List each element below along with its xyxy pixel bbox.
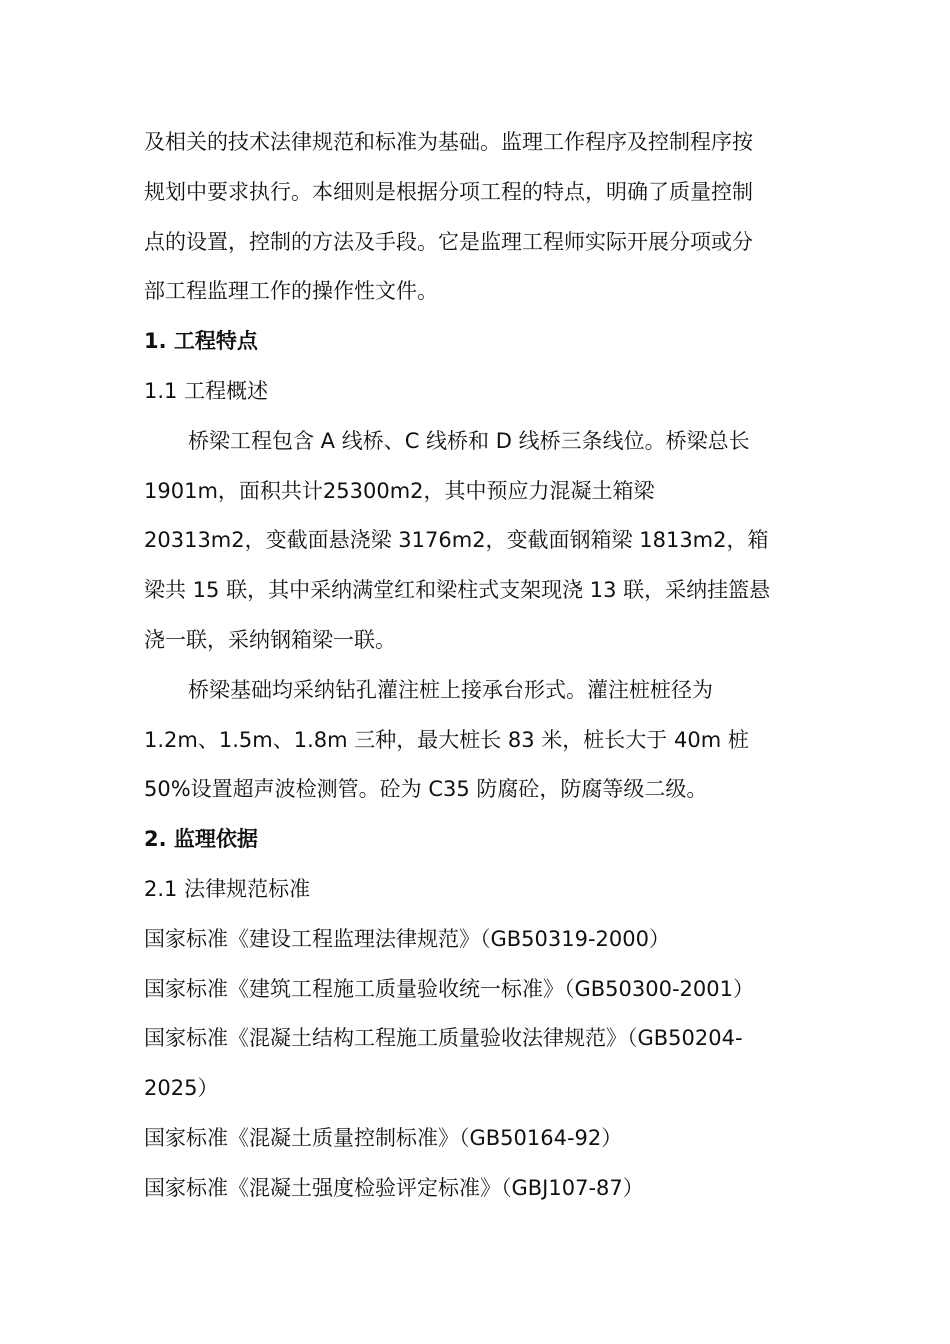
standard-item: 国家标准《建筑工程施工质量验收统一标准》（GB50300-2001）	[144, 976, 755, 1001]
paragraph-line: 50%设置超声波检测管。砼为 C35 防腐砼，防腐等级二级。	[144, 777, 708, 802]
intro-line: 及相关的技术法律规范和标准为基础。监理工作程序及控制程序按	[144, 130, 753, 154]
subsection-heading-2-1: 2.1 法律规范标准	[144, 876, 311, 901]
intro-line: 点的设置，控制的方法及手段。它是监理工程师实际开展分项或分	[144, 229, 753, 254]
paragraph-line: 浇一联，采纳钢箱梁一联。	[144, 627, 396, 652]
paragraph-line: 1901m，面积共计25300m2，其中预应力混凝土箱梁	[144, 478, 655, 503]
section-heading-2: 2. 监理依据	[144, 827, 258, 852]
intro-line: 规划中要求执行。本细则是根据分项工程的特点，明确了质量控制	[144, 179, 753, 204]
standard-item: 国家标准《建设工程监理法律规范》（GB50319-2000）	[144, 926, 671, 951]
standard-item: 国家标准《混凝土质量控制标准》（GB50164-92）	[144, 1125, 623, 1150]
subsection-heading-1-1: 1.1 工程概述	[144, 378, 269, 403]
section-heading-1: 1. 工程特点	[144, 329, 258, 354]
paragraph-line: 梁共 15 联，其中采纳满堂红和梁柱式支架现浇 13 联，采纳挂篮悬	[144, 578, 771, 603]
paragraph-line: 20313m2，变截面悬浇梁 3176m2，变截面钢箱梁 1813m2，箱	[144, 528, 769, 553]
intro-line: 部工程监理工作的操作性文件。	[144, 279, 438, 304]
paragraph-line: 桥梁工程包含 A 线桥、C 线桥和 D 线桥三条线位。桥梁总长	[188, 428, 750, 453]
standard-item: 2025）	[144, 1076, 219, 1101]
standard-item: 国家标准《混凝土结构工程施工质量验收法律规范》（GB50204-	[144, 1026, 743, 1051]
paragraph-line: 桥梁基础均采纳钻孔灌注桩上接承台形式。灌注桩桩径为	[188, 677, 713, 702]
paragraph-line: 1.2m、1.5m、1.8m 三种，最大桩长 83 米，桩长大于 40m 桩	[144, 727, 749, 752]
document-body	[144, 118, 806, 1214]
standard-item: 国家标准《混凝土强度检验评定标准》（GBJ107-87）	[144, 1175, 644, 1200]
